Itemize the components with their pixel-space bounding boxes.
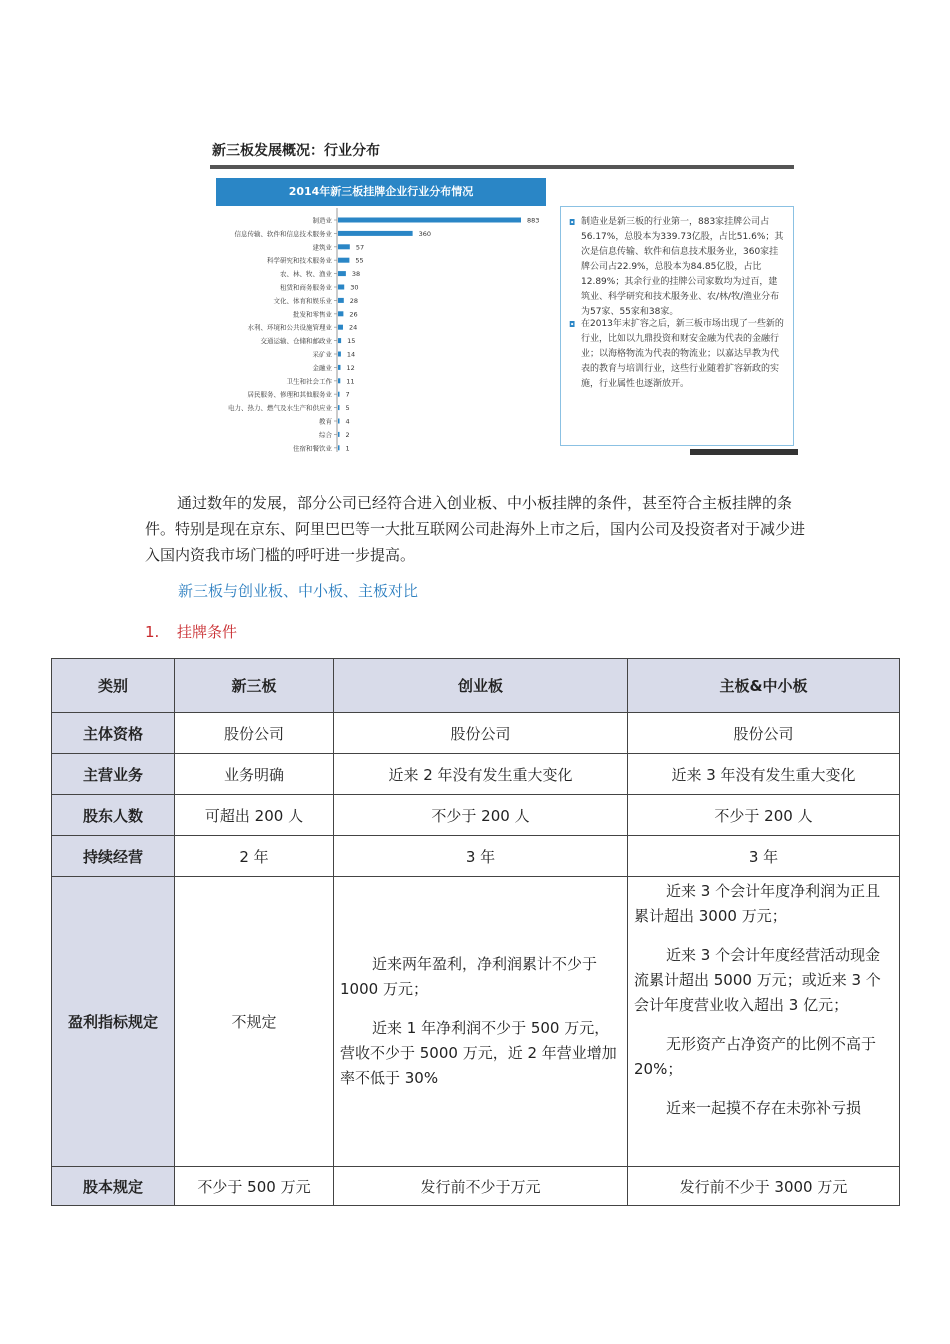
table-row: [52, 754, 900, 795]
bar: [338, 365, 340, 370]
value-label: 15: [347, 337, 356, 346]
table-row: [52, 795, 900, 836]
bar: [338, 419, 340, 424]
category-label: 电力、热力、燃气及水生产和供应业: [228, 404, 332, 413]
cell-paragraph: 近来两年盈利，净利润累计不少于 1000 万元；: [340, 955, 598, 998]
header-cell: 主板&中小板: [628, 659, 900, 713]
value-label: 1: [345, 444, 350, 453]
heading-text: 挂牌条件: [177, 623, 238, 641]
value-label: 24: [348, 323, 358, 332]
value-label: 14: [346, 350, 356, 359]
bar: [338, 218, 521, 223]
category-label: 信息传输、软件和信息技术服务业: [234, 229, 332, 238]
table-cell: 业务明确: [175, 754, 334, 795]
chart-title: 2014年新三板挂牌企业行业分布情况: [216, 178, 546, 206]
value-label: 38: [351, 270, 361, 279]
category-label: 制造业: [312, 216, 332, 225]
value-label: 12: [346, 363, 355, 372]
table-cell: 3 年: [628, 836, 900, 877]
heading-number: 1.: [145, 623, 160, 641]
bar: [338, 432, 340, 437]
category-label: 卫生和社会工作: [286, 377, 332, 386]
body-paragraph: 通过数年的发展，部分公司已经符合进入创业板、中小板挂牌的条件，甚至符合主板挂牌的条件。特别是现在京东、阿里巴巴等一大批互联网公司赴海外上市之后，国内公司及投资者对于减少进入国内资我市场门槛的呼吁进一步提高。: [145, 494, 806, 564]
bar: [338, 311, 343, 316]
table-cell: [628, 877, 900, 1167]
cell-paragraph: 近来 3 个会计年度净利润为正且累计超出 3000 万元；: [634, 882, 881, 925]
value-label: 28: [349, 296, 359, 305]
category-label: 居民服务、修理和其他服务业: [247, 390, 332, 399]
industry-bar-chart: [210, 206, 550, 456]
table-cell: 不少于 200 人: [628, 795, 900, 836]
row-label: 主体资格: [52, 713, 175, 754]
note-text: 在2013年末扩容之后，新三板市场出现了一些新的行业，比如以九鼎投资和财安金融为代表的金融行业；以海格物流为代表的物流业；以嘉达早教为代表的教育与培训行业，这些行业随着扩容新政的实施，行业属性也逐渐放开。: [581, 319, 784, 389]
cell-paragraph: 近来 3 个会计年度经营活动现金流累计超出 5000 万元；或近来 3 个会计年度营业收入超出 3 亿元；: [634, 946, 881, 1014]
table-row: [52, 1167, 900, 1206]
row-label: 主营业务: [52, 754, 175, 795]
bar: [338, 405, 340, 410]
table-row: [52, 836, 900, 877]
cell-paragraph: 近来一起摸不存在未弥补亏损: [666, 1099, 862, 1117]
note-item: [569, 317, 785, 392]
row-label: 持续经营: [52, 836, 175, 877]
table-cell: 可超出 200 人: [175, 795, 334, 836]
category-label: 租赁和商务服务业: [280, 283, 332, 292]
bar: [338, 378, 340, 383]
section-heading: 新三板与创业板、中小板、主板对比: [178, 582, 419, 600]
value-label: 883: [527, 216, 540, 225]
bar: [338, 231, 413, 236]
category-label: 住宿和餐饮业: [293, 444, 332, 453]
value-label: 5: [345, 404, 350, 413]
bar: [338, 244, 350, 249]
value-label: 2: [345, 430, 350, 439]
table-row: [52, 713, 900, 754]
header-cell: 类别: [52, 659, 175, 713]
value-label: 30: [350, 283, 359, 292]
table-cell: 股份公司: [334, 713, 628, 754]
table-cell: [334, 877, 628, 1167]
bar: [338, 298, 344, 303]
figure-footer-bar: [690, 449, 798, 455]
bar: [338, 258, 349, 263]
table-cell: 3 年: [334, 836, 628, 877]
bar: [338, 285, 344, 290]
row-label: 股本规定: [52, 1167, 175, 1206]
header-cell: 新三板: [175, 659, 334, 713]
table-cell: 发行前不少于 3000 万元: [628, 1167, 900, 1206]
bar: [338, 445, 340, 450]
bar: [338, 338, 341, 343]
category-label: 建筑业: [312, 243, 332, 252]
table-cell: 近来 2 年没有发生重大变化: [334, 754, 628, 795]
figure-divider: [210, 165, 794, 169]
category-label: 教育: [319, 417, 332, 426]
bar: [338, 352, 341, 357]
figure-title: 新三板发展概况：行业分布: [212, 143, 380, 159]
category-label: 文化、体育和娱乐业: [273, 296, 332, 305]
cell-paragraph: 近来 1 年净利润不少于 500 万元，营收不少于 5000 万元，近 2 年营业增加率不低于 30%: [340, 1019, 617, 1087]
category-label: 采矿业: [312, 350, 332, 359]
table-row-profit: [52, 877, 900, 1167]
category-label: 批发和零售业: [293, 310, 332, 319]
bar: [338, 271, 346, 276]
category-label: 农、林、牧、渔业: [280, 270, 332, 279]
value-label: 26: [349, 310, 358, 319]
table-cell: 股份公司: [628, 713, 900, 754]
value-label: 360: [418, 229, 432, 238]
bar: [338, 325, 343, 330]
square-bullet-icon: ◘: [569, 320, 576, 329]
table-header-row: [52, 659, 900, 713]
bar: [338, 392, 340, 397]
notes-box: [560, 206, 794, 446]
table-cell: 近来 3 年没有发生重大变化: [628, 754, 900, 795]
value-label: 7: [345, 390, 350, 399]
table-cell: 2 年: [175, 836, 334, 877]
category-label: 科学研究和技术服务业: [267, 256, 332, 265]
row-label: 股东人数: [52, 795, 175, 836]
category-label: 金融业: [312, 363, 332, 372]
numbered-heading: [145, 621, 237, 642]
row-label: 盈利指标规定: [52, 877, 175, 1167]
square-bullet-icon: ◘: [569, 218, 576, 227]
table-cell: 不少于 500 万元: [175, 1167, 334, 1206]
category-label: 综合: [319, 430, 332, 439]
value-label: 4: [345, 417, 350, 426]
note-text: 制造业是新三板的行业第一，883家挂牌公司占56.17%，总股本为339.73亿股，占比51.6%；其次是信息传输、软件和信息技术服务业，360家挂牌公司占22.9%，总股本为84.85亿股，占比12.89%；其余行业的挂牌公司家数均为过百，建筑业、科学研究和技术服务业、农/林/牧/渔业分布为57家、55家和38家。: [581, 217, 784, 317]
table-cell: 不少于 200 人: [334, 795, 628, 836]
header-cell: 创业板: [334, 659, 628, 713]
table-cell: 发行前不少于万元: [334, 1167, 628, 1206]
value-label: 11: [346, 377, 355, 386]
category-label: 水利、环境和公共设施管理业: [247, 323, 332, 332]
table-cell: 股份公司: [175, 713, 334, 754]
comparison-table: [51, 658, 900, 1206]
note-item: [569, 215, 785, 320]
value-label: 55: [355, 256, 364, 265]
category-label: 交通运输、仓储和邮政业: [260, 337, 332, 346]
cell-paragraph: 无形资产占净资产的比例不高于 20%；: [634, 1035, 877, 1078]
value-label: 57: [355, 243, 365, 252]
table-cell: 不规定: [175, 877, 334, 1167]
